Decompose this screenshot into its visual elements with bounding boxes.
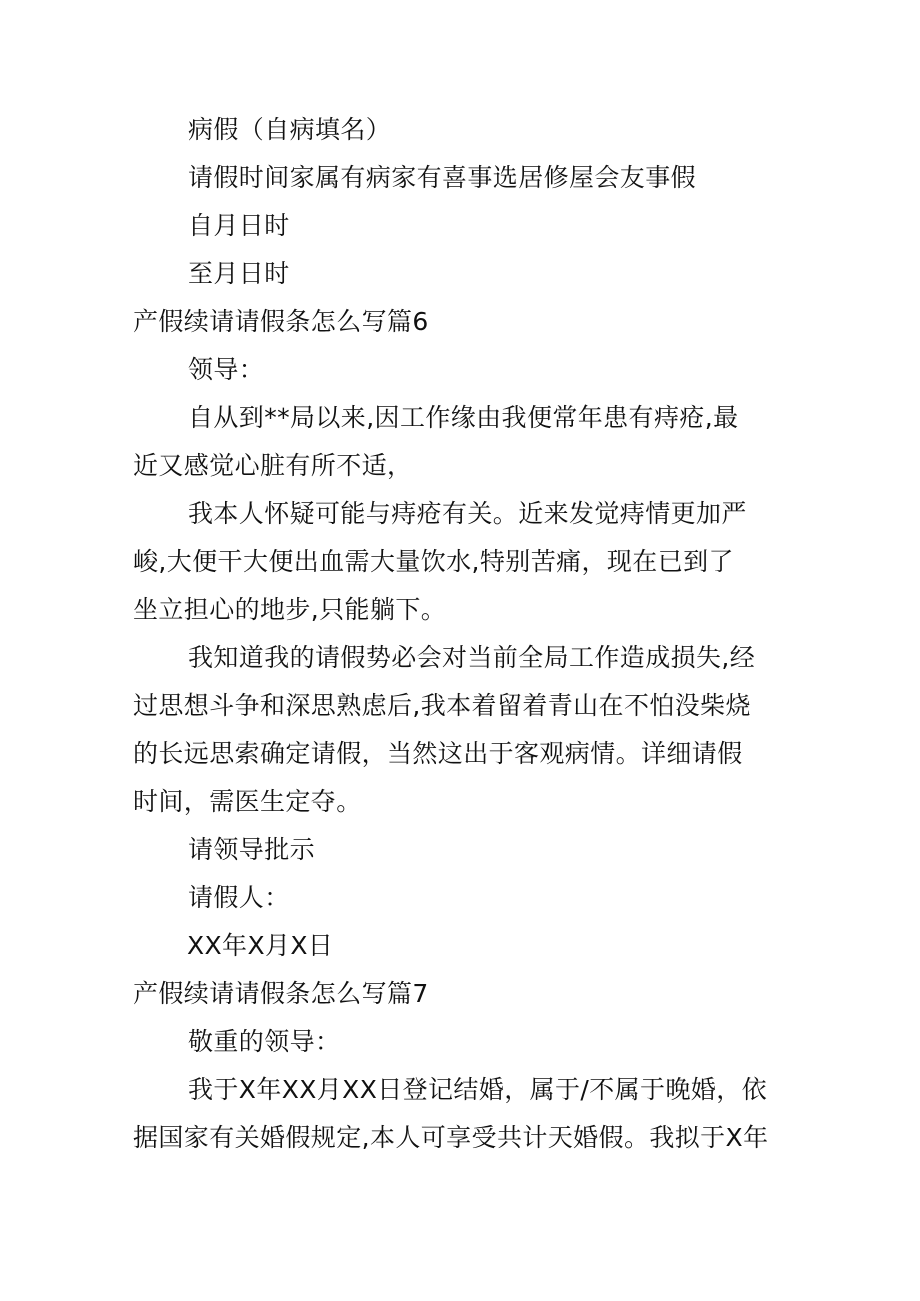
applicant-line: 请假人： xyxy=(188,883,290,912)
body-text-line: 据国家有关婚假规定,本人可享受共计天婚假。我拟于X年 xyxy=(133,1123,769,1152)
body-text-line: 坐立担心的地步,只能躺下。 xyxy=(133,595,447,624)
body-text-line: 的长远思索确定请假，当然这出于客观病情。详细请假 xyxy=(133,739,743,768)
leave-from-line: 自月日时 xyxy=(188,211,290,240)
body-text-line: 峻,大便干大便出血需大量饮水,特别苦痛，现在已到了 xyxy=(133,547,734,576)
section-heading-6: 产假续请请假条怎么写篇6 xyxy=(133,307,429,336)
body-text-line: 我知道我的请假势必会对当前全局工作造成损失,经 xyxy=(188,643,756,672)
sick-leave-line: 病假（自病填名） xyxy=(188,115,392,144)
salutation-6: 领导： xyxy=(188,355,265,384)
section-heading-7: 产假续请请假条怎么写篇7 xyxy=(133,979,429,1008)
request-approval-line: 请领导批示 xyxy=(188,835,316,864)
body-text-line: 我于X年XX月XX日登记结婚，属于/不属于晚婚，依 xyxy=(188,1075,768,1104)
body-text-line: 时间，需医生定夺。 xyxy=(133,787,362,816)
salutation-7: 敬重的领导： xyxy=(188,1027,341,1056)
leave-types-line: 请假时间家属有病家有喜事选居修屋会友事假 xyxy=(188,163,697,192)
body-text-line: 近又感觉心脏有所不适， xyxy=(133,451,413,480)
body-text-line: 我本人怀疑可能与痔疮有关。近来发觉痔情更加严 xyxy=(188,499,747,528)
body-text-line: 过思想斗争和深思熟虑后,我本着留着青山在不怕没柴烧 xyxy=(133,691,751,720)
body-text-line: 自从到**局以来,因工作缘由我便常年患有痔疮,最 xyxy=(188,403,739,432)
leave-to-line: 至月日时 xyxy=(188,259,290,288)
date-line: XX年X月X日 xyxy=(187,931,334,960)
